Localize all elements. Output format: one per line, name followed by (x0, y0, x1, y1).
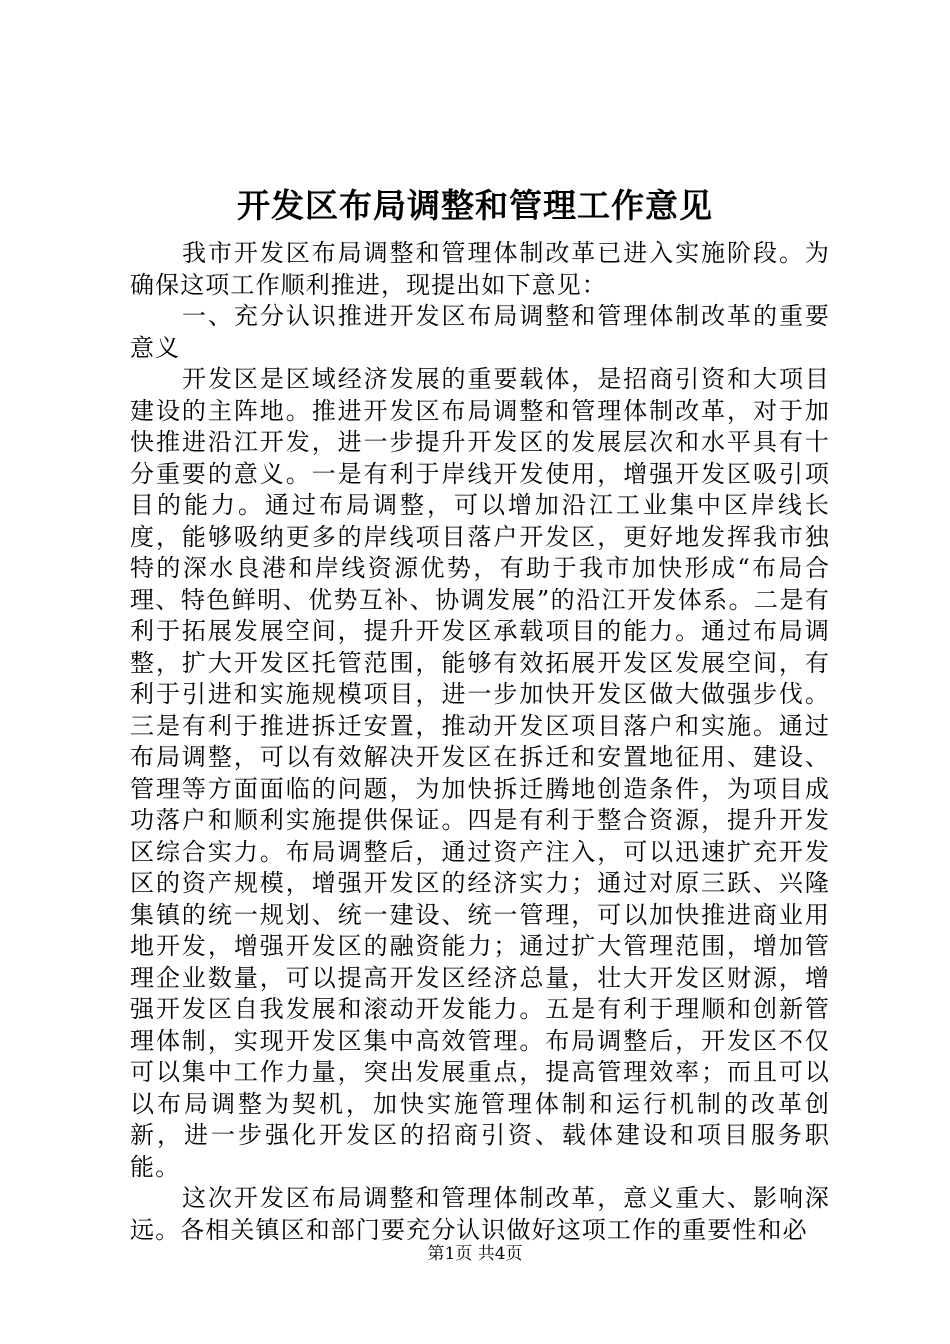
document-body (130, 238, 830, 1246)
document-title: 开发区布局调整和管理工作意见 (237, 186, 713, 225)
paragraph-conclusion: 这次开发区布局调整和管理体制改革，意义重大、影响深远。各相关镇区和部门要充分认识做好这项工作的重要性和必 (130, 1184, 830, 1244)
page-number: 第1页 共4页 (427, 1244, 523, 1264)
paragraph-intro: 我市开发区布局调整和管理体制改革已进入实施阶段。为确保这项工作顺利推进，现提出如下意见： (130, 239, 830, 299)
paragraph-significance: 开发区是区域经济发展的重要载体，是招商引资和大项目建设的主阵地。推进开发区布局调整和管理体制改革，对于加快推进沿江开发，进一步提升开发区的发展层次和水平具有十分重要的意义。一是有利于岸线开发使用，增强开发区吸引项目的能力。通过布局调整，可以增加沿江工业集中区岸线长度，能够吸纳更多的岸线项目落户开发区，更好地发挥我市独特的深水良港和岸线资源优势，有助于我市加快形成“布局合理、特色鲜明、优势互补、协调发展”的沿江开发体系。二是有利于拓展发展空间，提升开发区承载项目的能力。通过布局调整，扩大开发区托管范围，能够有效拓展开发区发展空间，有利于引进和实施规模项目，进一步加快开发区做大做强步伐。三是有利于推进拆迁安置，推动开发区项目落户和实施。通过布局调整，可以有效解决开发区在拆迁和安置地征用、建设、管理等方面面临的问题，为加快拆迁腾地创造条件，为项目成功落户和顺利实施提供保证。四是有利于整合资源，提升开发区综合实力。布局调整后，通过资产注入，可以迅速扩充开发区的资产规模，增强开发区的经济实力；通过对原三跃、兴隆集镇的统一规划、统一建设、统一管理，可以加快推进商业用地开发，增强开发区的融资能力；通过扩大管理范围，增加管理企业数量，可以提高开发区经济总量，壮大开发区财源，增强开发区自我发展和滚动开发能力。五是有利于理顺和创新管理体制，实现开发区集中高效管理。布局调整后，开发区不仅可以集中工作力量，突出发展重点，提高管理效率；而且可以以布局调整为契机，加快实施管理体制和运行机制的改革创新，进一步强化开发区的招商引资、载体建设和项目服务职能。 (130, 365, 830, 1181)
section-heading-1: 一、充分认识推进开发区布局调整和管理体制改革的重要意义 (130, 302, 830, 362)
